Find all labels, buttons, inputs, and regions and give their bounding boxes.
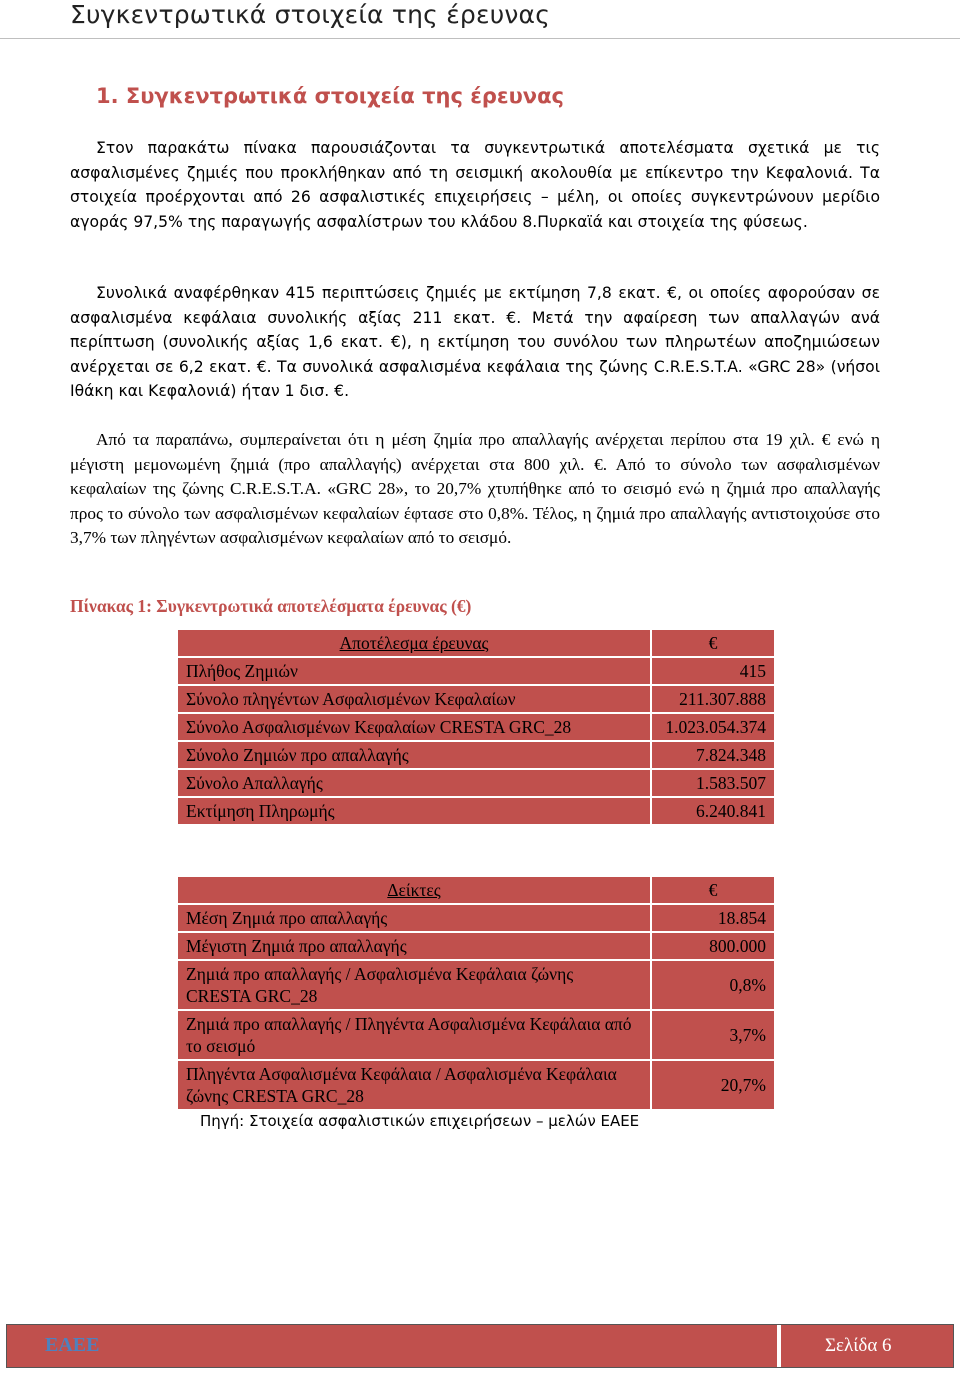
table-row <box>177 657 775 685</box>
table-cell-value: 1.583.507 <box>651 769 775 797</box>
running-header-title: Συγκεντρωτικά στοιχεία της έρευνας <box>70 0 551 29</box>
table-cell-value: 800.000 <box>651 932 775 960</box>
table-header-label: Αποτέλεσμα έρευνας <box>177 629 651 657</box>
table-header-row <box>177 876 775 904</box>
table-row <box>177 904 775 932</box>
results-table <box>176 628 776 826</box>
table-header-row <box>177 629 775 657</box>
table-caption: Πίνακας 1: Συγκεντρωτικά αποτελέσματα έρευνας (€) <box>70 596 472 616</box>
table-row <box>177 713 775 741</box>
table-cell-label: Σύνολο Ασφαλισμένων Κεφαλαίων CRESTA GRC_28 <box>177 713 651 741</box>
table-header-currency: € <box>651 629 775 657</box>
table-cell-label: Ζημιά προ απαλλαγής / Ασφαλισμένα Κεφάλαια ζώνης CRESTA GRC_28 <box>177 960 651 1010</box>
table-cell-label: Σύνολο πληγέντων Ασφαλισμένων Κεφαλαίων <box>177 685 651 713</box>
table-cell-label: Σύνολο Απαλλαγής <box>177 769 651 797</box>
table-row <box>177 1010 775 1060</box>
running-header <box>0 0 960 39</box>
source-note: Πηγή: Στοιχεία ασφαλιστικών επιχειρήσεων – μελών ΕΑΕΕ <box>200 1112 640 1130</box>
table-header-currency: € <box>651 876 775 904</box>
table-cell-label: Μέση Ζημιά προ απαλλαγής <box>177 904 651 932</box>
table-cell-value: 1.023.054.374 <box>651 713 775 741</box>
indicators-table <box>176 875 776 1111</box>
table-cell-value: 415 <box>651 657 775 685</box>
footer-right-band <box>781 1325 953 1367</box>
table-cell-value: 7.824.348 <box>651 741 775 769</box>
footer-page-number: Σελίδα 6 <box>825 1335 892 1356</box>
table-cell-label: Σύνολο Ζημιών προ απαλλαγής <box>177 741 651 769</box>
table-cell-label: Πλήθος Ζημιών <box>177 657 651 685</box>
table-row <box>177 932 775 960</box>
table-cell-value: 3,7% <box>651 1010 775 1060</box>
table-row <box>177 769 775 797</box>
table-header-label: Δείκτες <box>177 876 651 904</box>
table-cell-value: 0,8% <box>651 960 775 1010</box>
table-cell-label: Μέγιστη Ζημιά προ απαλλαγής <box>177 932 651 960</box>
paragraph-intro <box>70 136 880 234</box>
footer-org: ΕΑΕΕ <box>45 1334 100 1356</box>
table-cell-value: 211.307.888 <box>651 685 775 713</box>
table-cell-label: Εκτίμηση Πληρωμής <box>177 797 651 825</box>
table-row <box>177 685 775 713</box>
page-footer <box>6 1324 954 1368</box>
paragraph-summary: Συνολικά αναφέρθηκαν 415 περιπτώσεις ζημιές με εκτίμηση 7,8 εκατ. €, οι οποίες αφορούσαν σε ασφαλισμένα κεφάλαια συνολικής αξίας 211 εκατ. €. Μετά την αφαίρεση των απαλλαγών ανά περίπτωση (συνολικής αξίας 1,6 εκατ. €), η εκτίμηση του συνόλου των πληρωτέων αποζημιώσεων ανέρχεται σε 6,2 εκατ. €. Τα συνολικά ασφαλισμένα κεφάλαια της ζώνης C.R.E.S.T.A. «GRC 28» (νήσοι Ιθάκη και Κεφαλονιά) ήταν 1 δισ. €. <box>70 284 880 400</box>
table-cell-label: Πληγέντα Ασφαλισμένα Κεφάλαια / Ασφαλισμένα Κεφάλαια ζώνης CRESTA GRC_28 <box>177 1060 651 1110</box>
table-row <box>177 960 775 1010</box>
table-cell-value: 18.854 <box>651 904 775 932</box>
footer-left-band <box>7 1325 779 1367</box>
table-cell-label: Ζημιά προ απαλλαγής / Πληγέντα Ασφαλισμένα Κεφάλαια από το σεισμό <box>177 1010 651 1060</box>
table-row <box>177 741 775 769</box>
paragraph-conclusions: Από τα παραπάνω, συμπεραίνεται ότι η μέση ζημία προ απαλλαγής ανέρχεται περίπου στα 19 χιλ. € ενώ η μέγιστη μεμονωμένη ζημιά (προ απαλλαγής) ανέρχεται στα 800 χιλ. €. Από το σύνολο των ασφαλισμένων κεφαλαίων της ζώνης C.R.E.S.T.A. «GRC 28», το 20,7% χτυπήθηκε από το σεισμό ενώ η ζημιά προ απαλλαγής προς το σύνολο των ασφαλισμένων κεφαλαίων έφτασε στο 0,8%. Τέλος, η ζημιά προ απαλλαγής αντιστοιχούσε στο 3,7% των πληγέντων ασφαλισμένων κεφαλαίων από το σεισμό. <box>70 430 880 547</box>
table-cell-value: 20,7% <box>651 1060 775 1110</box>
table-row <box>177 797 775 825</box>
paragraph-intro-text: Στον παρακάτω πίνακα παρουσιάζονται τα συγκεντρωτικά αποτελέσματα σχετικά με τις ασφαλισμένες ζημιές που προκλήθηκαν από τη σεισμική ακολουθία με επίκεντρο την Κεφαλονιά. Τα στοιχεία προέρχονται από 26 ασφαλιστικές επιχειρήσεις – μέλη, οι οποίες συγκεντρώνουν μερίδιο αγοράς 97,5% της παραγωγής ασφαλίστρων του κλάδου 8.Πυρκαϊά και στοιχεία της φύσεως. <box>70 139 880 231</box>
table-row <box>177 1060 775 1110</box>
section-heading: 1. Συγκεντρωτικά στοιχεία της έρευνας <box>96 84 564 108</box>
table-cell-value: 6.240.841 <box>651 797 775 825</box>
